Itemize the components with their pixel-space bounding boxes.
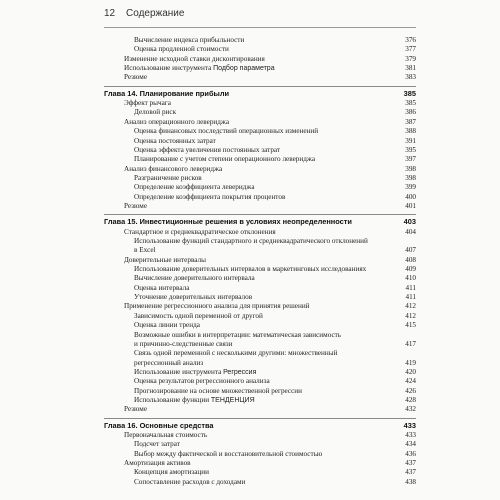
toc-entry-title: [124, 256, 390, 264]
toc-page-number: 411: [405, 293, 416, 302]
toc-page-number: 403: [403, 217, 416, 227]
toc-entry-text: Использование функции: [134, 395, 210, 404]
toc-page-number: 385: [403, 88, 416, 98]
toc-entry-text: Стандартное и среднеквадратическое отклонения: [124, 227, 276, 236]
toc-page-number: 437: [405, 468, 416, 477]
chapter-heading: [104, 421, 416, 432]
toc-page-number: 412: [405, 311, 416, 320]
toc-entry-text: Оценка финансовых последствий операционных изменений: [134, 127, 319, 136]
toc-entry-text: Изменение исходной ставки дисконтирования: [124, 54, 265, 63]
toc-entry-title: [134, 340, 390, 348]
toc-entry-title: [134, 312, 390, 320]
toc-entry-title: [124, 202, 390, 210]
toc-page-number: 391: [405, 136, 416, 145]
toc-page-number: 385: [405, 99, 416, 108]
toc-entry-text: Оценка продленной стоимости: [134, 45, 229, 54]
toc-entry: [104, 73, 416, 84]
toc-entry-text: Оценка линии тренда: [134, 321, 200, 330]
toc-entry-text: Анализ операционного левериджа: [124, 117, 230, 126]
chapter-rule: [104, 214, 416, 215]
toc-entry-text: Деловой риск: [134, 108, 177, 117]
toc-page-number: 437: [405, 459, 416, 468]
page-number: 12: [104, 8, 116, 19]
toc-entry-text: Использование инструмента: [134, 367, 222, 376]
toc-entry-title: [134, 387, 390, 395]
toc-entry-text: Связь одной переменной с несколькими другими: множественный: [134, 349, 338, 358]
toc-page-number: 377: [405, 45, 416, 54]
toc-entry-text: Подсчет затрат: [134, 440, 180, 449]
toc-entry-title: [134, 108, 390, 116]
toc-entry-text: Резюме: [124, 73, 148, 82]
toc-entry-text: Оценка результатов регрессионного анализа: [134, 377, 270, 386]
toc-page-number: 407: [405, 246, 416, 255]
toc-entry-text: Анализ финансового левериджа: [124, 164, 223, 173]
toc-page-number: 412: [405, 302, 416, 311]
toc-entry-tool-name: Подбор параметра: [213, 65, 275, 73]
toc-entry-title: [134, 183, 390, 191]
toc-page-number: 404: [405, 227, 416, 236]
toc-entry-text: Возможные ошибки в интерпретации: математическая зависимость: [134, 330, 342, 339]
toc-page-number: 398: [405, 173, 416, 182]
toc-entry-title: [124, 302, 390, 310]
chapter-rule: [104, 418, 416, 419]
toc-entry-text: Использование инструмента: [124, 64, 212, 73]
toc-page-number: 424: [405, 377, 416, 386]
toc-entry-title: [134, 284, 390, 292]
toc-entry-text: Вычисление индекса прибыльности: [134, 36, 245, 44]
toc-entry-title: [124, 228, 390, 236]
toc-page-number: 383: [405, 73, 416, 82]
chapter-heading: [104, 89, 416, 100]
toc-entry-title: [124, 165, 390, 173]
toc-page-number: 426: [405, 386, 416, 395]
toc-entry-title: [134, 246, 390, 254]
toc-page-number: 417: [405, 339, 416, 348]
toc-entry-tool-name: ТЕНДЕНЦИЯ: [210, 396, 255, 404]
toc-entry-title: [134, 127, 390, 135]
toc-entry-text: Оценка эффекта увеличения постоянных затрат: [134, 145, 281, 154]
toc-page-number: 398: [405, 164, 416, 173]
toc-entry-text: Определение коэффициента покрытия процентов: [134, 192, 286, 201]
chapter-heading: [104, 217, 416, 228]
toc-entry-title: [134, 45, 390, 53]
toc-page-number: 436: [405, 449, 416, 458]
toc-entry-text: Планирование с учетом степени операционного левериджа: [134, 155, 316, 164]
toc-page-number: 399: [405, 183, 416, 192]
toc-entry-text: Определение коэффициента левериджа: [134, 183, 255, 192]
toc-entry-title: [124, 99, 390, 107]
toc-entry-text: Применение регрессионного анализа для принятия решений: [124, 302, 310, 311]
toc-entry: [104, 405, 416, 416]
toc-page-number: 410: [405, 274, 416, 283]
chapter-title: Глава 16. Основные средства: [104, 420, 214, 430]
running-title: Содержание: [126, 8, 185, 19]
toc-entry-text: и причинно-следственные связи: [134, 339, 233, 348]
toc-entry-text: Вычисление доверительного интервала: [134, 274, 255, 283]
toc-page-number: 432: [405, 405, 416, 414]
toc-page-number: 379: [405, 54, 416, 63]
toc-entry-text: Использование функций стандартного и среднеквадратического отклонений: [134, 237, 368, 245]
toc-page-number: 433: [405, 431, 416, 439]
toc-page-number: 408: [405, 255, 416, 264]
toc-entry-text: Резюме: [124, 201, 148, 210]
toc-page-number: 388: [405, 127, 416, 136]
toc-entry-title: [134, 321, 390, 329]
toc-page-number: 415: [405, 321, 416, 330]
toc-entry-title: [134, 155, 390, 163]
chapter-title: Глава 14. Планирование прибыли: [104, 88, 230, 98]
toc-page-number: 397: [405, 155, 416, 164]
toc-entry-title: [134, 450, 390, 458]
toc-entry-text: Концепция амортизации: [134, 468, 209, 477]
toc-page-number: 411: [405, 283, 416, 292]
toc-entry-title: [134, 349, 390, 357]
toc-entry-text: в Excel: [134, 246, 156, 255]
toc-entry-title: [134, 377, 390, 385]
toc-page-number: 401: [405, 201, 416, 210]
toc-entry-text: Сопоставление расходов с доходами: [134, 477, 246, 486]
toc-entry-title: [134, 293, 390, 301]
toc-entry-text: Прогнозирование на основе множественной регрессии: [134, 386, 303, 395]
toc-page-number: 381: [405, 64, 416, 73]
toc-entry-text: Резюме: [124, 405, 148, 414]
toc-entry: [104, 478, 416, 489]
toc-page-number: 420: [405, 367, 416, 376]
toc-entry-title: [134, 274, 390, 282]
toc-entry-text: Разграничение рисков: [134, 173, 202, 182]
toc-page-number: 438: [405, 477, 416, 486]
toc-entry-text: Использование доверительных интервалов в маркетинговых исследованиях: [134, 265, 367, 274]
toc-page-number: 409: [405, 265, 416, 274]
toc-entry-title: [134, 36, 390, 44]
toc-page-number: 419: [405, 358, 416, 367]
toc-entry-text: Оценка интервала: [134, 283, 190, 292]
toc-entry-title: [134, 368, 390, 376]
toc-page-number: 387: [405, 117, 416, 126]
toc-page-number: 395: [405, 145, 416, 154]
toc-entry-title: [124, 459, 390, 467]
toc-entry-title: [134, 237, 390, 245]
toc-entry-text: Эффект рычага: [124, 99, 171, 108]
toc-page-number: 400: [405, 192, 416, 201]
toc-entry-title: [124, 73, 390, 81]
toc-page-number: 376: [405, 36, 416, 44]
toc-entry-title: [134, 331, 390, 339]
toc-entry-title: [134, 137, 390, 145]
toc-page-number: 433: [403, 420, 416, 430]
toc-entry-title: [134, 478, 390, 486]
toc-entry-title: [134, 193, 390, 201]
toc-entry-title: [124, 118, 390, 126]
toc-entry-text: Амортизация активов: [124, 459, 191, 468]
toc-page-number: 386: [405, 108, 416, 117]
toc-entry-title: [134, 174, 390, 182]
toc-entry-title: [134, 396, 390, 404]
toc-entry-text: Первоначальная стоимость: [124, 431, 208, 439]
toc-entry-tool-name: Регрессия: [223, 368, 257, 376]
toc-entry-title: [124, 431, 390, 439]
toc-entry: [104, 202, 416, 213]
toc-entry-title: [134, 359, 390, 367]
toc-page-number: 434: [405, 440, 416, 449]
toc-entry-title: [134, 146, 390, 154]
toc-entry-text: Доверительные интервалы: [124, 255, 206, 264]
toc-page-number: 428: [405, 395, 416, 404]
chapter-rule: [104, 86, 416, 87]
toc-entry-title: [124, 64, 390, 72]
toc-entry-title: [124, 405, 390, 413]
toc-entry-title: [124, 55, 390, 63]
toc-entry-title: [134, 468, 390, 476]
toc-entry-text: Оценка постоянных затрат: [134, 136, 216, 145]
toc-entry-text: Выбор между фактической и восстановительной стоимостью: [134, 449, 323, 458]
toc-entry-text: Уточнение доверительных интервалов: [134, 293, 253, 302]
toc-entry-title: [134, 265, 390, 273]
toc-entry-text: Зависимость одной переменной от другой: [134, 311, 263, 320]
toc-entry-text: регрессионный анализ: [134, 358, 204, 367]
chapter-title: Глава 15. Инвестиционные решения в условиях неопределенности: [104, 217, 352, 227]
toc-entry-title: [134, 440, 390, 448]
